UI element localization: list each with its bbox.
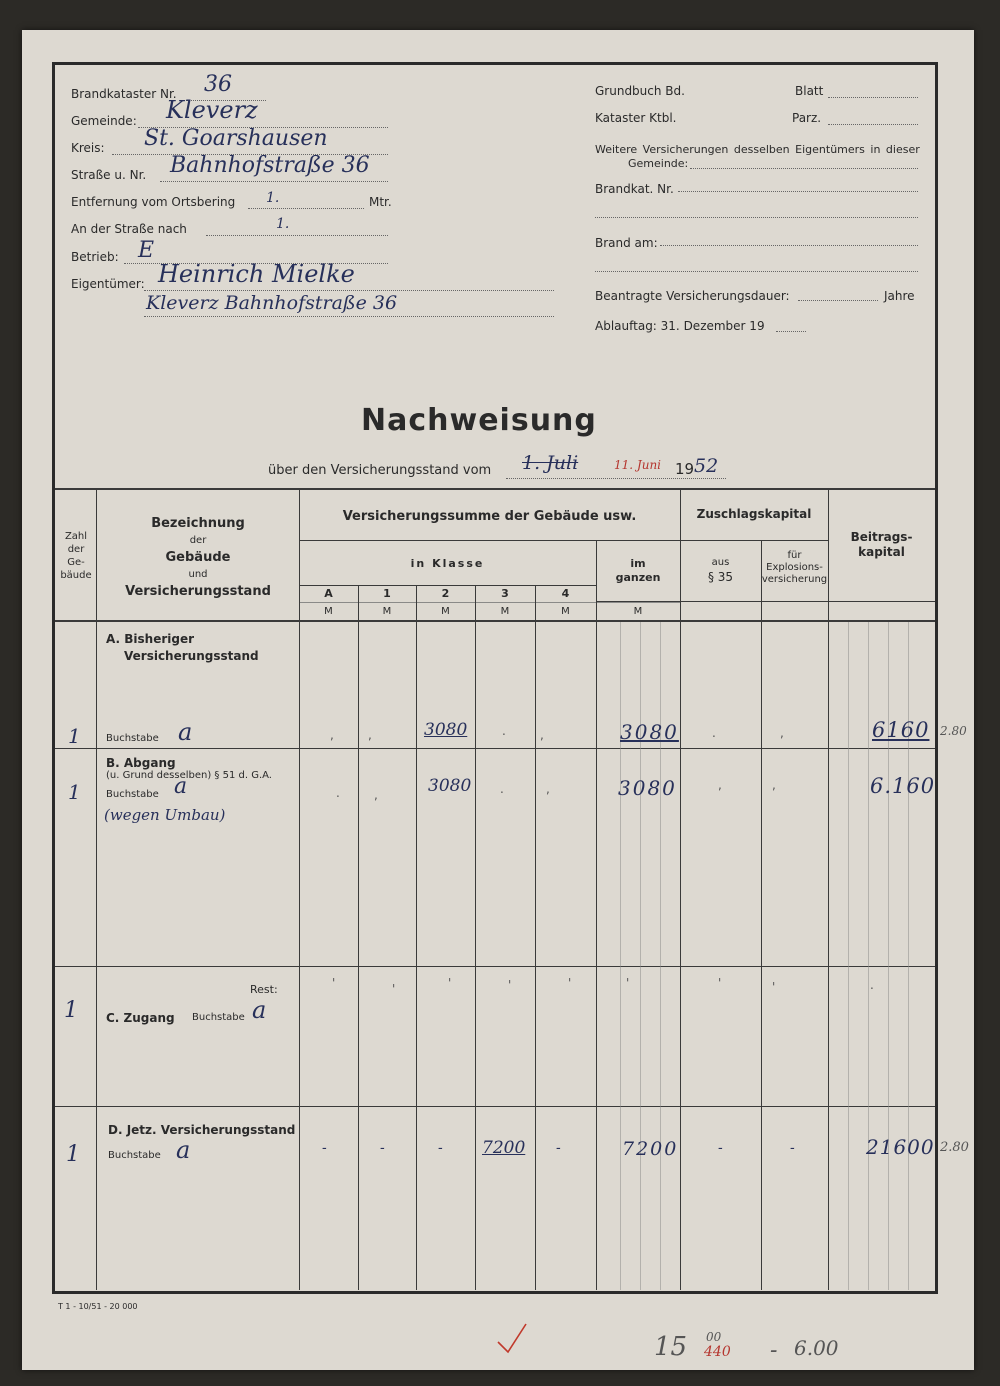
section-a-buchstabe: Buchstabe bbox=[106, 733, 159, 744]
bezeichnung-header: Bezeichnung der Gebäude und Versicherungsstand bbox=[125, 516, 271, 599]
section-c-title: C. Zugang bbox=[106, 1011, 175, 1025]
im-ganzen-header: im ganzen bbox=[615, 557, 661, 584]
section-b-buchstabe-value: a bbox=[174, 774, 188, 799]
section-d-klasse-3: 7200 bbox=[482, 1138, 526, 1158]
entfernung-value: 1. bbox=[266, 190, 280, 206]
eigentuemer-label: Eigentümer: bbox=[71, 277, 145, 291]
eigentuemer-address: Kleverz Bahnhofstraße 36 bbox=[146, 292, 398, 314]
strasse-nach-label: An der Straße nach bbox=[71, 222, 187, 236]
m-unit: M bbox=[633, 606, 643, 617]
section-a-margin-note: 2.80 bbox=[940, 724, 967, 738]
weitere-line-1: Weitere Versicherungen desselben Eigentümers in dieser bbox=[595, 143, 920, 156]
gemeinde-value: Kleverz bbox=[166, 96, 258, 124]
section-b-title: B. Abgang bbox=[106, 756, 176, 770]
footer-note-dash: - bbox=[770, 1338, 778, 1363]
section-a-klasse-2: 3080 bbox=[424, 720, 468, 740]
section-b-zahl: 1 bbox=[68, 780, 81, 804]
section-d-zahl: 1 bbox=[66, 1142, 80, 1167]
kreis-label: Kreis: bbox=[71, 141, 105, 155]
section-b-note: (wegen Umbau) bbox=[104, 806, 226, 824]
section-d-buchstabe-value: a bbox=[176, 1136, 191, 1164]
explosion-header: für Explosions- versicherung bbox=[761, 550, 828, 585]
kreis-value: St. Goarshausen bbox=[144, 126, 328, 151]
gemeinde-label: Gemeinde: bbox=[71, 114, 137, 128]
brand-am-label: Brand am: bbox=[595, 236, 658, 250]
section-d-title: D. Jetz. Versicherungsstand bbox=[108, 1123, 296, 1137]
subtitle: über den Versicherungsstand vom bbox=[268, 463, 492, 478]
strasse-label: Straße u. Nr. bbox=[71, 168, 147, 182]
dash-klasse-4: - bbox=[556, 1140, 561, 1156]
m-unit: M bbox=[561, 606, 570, 617]
m-unit: M bbox=[324, 606, 333, 617]
section-c-zahl: 1 bbox=[64, 998, 78, 1023]
m-unit: M bbox=[441, 606, 450, 617]
klasse-3: 3 bbox=[501, 587, 509, 600]
dash-klasse-1: - bbox=[380, 1140, 385, 1156]
versicherungsdauer-unit: Jahre bbox=[884, 289, 915, 303]
strasse-value: Bahnhofstraße 36 bbox=[170, 153, 370, 178]
brandkataster-value: 36 bbox=[204, 72, 232, 97]
m-unit: M bbox=[500, 606, 510, 617]
footer-note-main: 15 bbox=[654, 1332, 688, 1362]
dash-klasse-2: - bbox=[438, 1140, 443, 1156]
section-a-buchstabe-value: a bbox=[178, 718, 193, 746]
entfernung-label: Entfernung vom Ortsbering bbox=[71, 195, 236, 209]
eigentuemer-name: Heinrich Mielke bbox=[158, 260, 355, 288]
klasse-a: A bbox=[324, 587, 333, 600]
section-d-ganzen: 7200 bbox=[622, 1138, 679, 1160]
footer-note-red: 440 bbox=[704, 1344, 731, 1360]
weitere-line-2: Gemeinde: bbox=[628, 157, 689, 170]
dash-klasse-a: - bbox=[322, 1140, 327, 1156]
klasse-4: 4 bbox=[561, 587, 570, 600]
aus-35-header: aus § 35 bbox=[707, 557, 734, 584]
section-b-ganzen: 3080 bbox=[618, 776, 677, 800]
parz-label: Parz. bbox=[792, 111, 822, 125]
section-c-buchstabe-value: a bbox=[252, 996, 267, 1024]
section-b-klasse-2: 3080 bbox=[428, 776, 472, 796]
section-a-subtitle: Versicherungsstand bbox=[124, 649, 259, 663]
year-hand: 52 bbox=[694, 455, 719, 477]
rest-label: Rest: bbox=[250, 983, 278, 996]
date-struck: 1. Juli bbox=[522, 452, 579, 474]
footer-note-superscript: 00 bbox=[706, 1330, 722, 1344]
brandkataster-label: Brandkataster Nr. bbox=[71, 87, 177, 101]
in-klasse-header: in Klasse bbox=[410, 557, 485, 570]
dash-aus-35: - bbox=[718, 1140, 723, 1156]
zuschlagskapital-header: Zuschlagskapital bbox=[696, 507, 812, 521]
zahl-header: Zahl der Ge- bäude bbox=[60, 531, 92, 581]
check-mark-icon bbox=[494, 1318, 530, 1358]
versicherungssumme-header: Versicherungssumme der Gebäude usw. bbox=[342, 509, 637, 524]
betrieb-label: Betrieb: bbox=[71, 250, 119, 264]
kataster-label: Kataster Ktbl. bbox=[595, 111, 677, 125]
klasse-2: 2 bbox=[441, 587, 450, 600]
dash-explosion: - bbox=[790, 1140, 795, 1156]
footer-note-right: 6.00 bbox=[794, 1336, 839, 1360]
beitragskapital-header: Beitrags- kapital bbox=[850, 530, 913, 559]
form-frame bbox=[52, 62, 938, 1294]
print-code: T 1 - 10/51 - 20 000 bbox=[58, 1302, 138, 1311]
section-b-beitrag: 6.160 bbox=[870, 774, 936, 798]
strasse-nach-value: 1. bbox=[276, 216, 290, 232]
section-a-ganzen: 3080 bbox=[620, 720, 679, 744]
betrieb-value: E bbox=[138, 238, 155, 263]
section-d-margin-note: 2.80 bbox=[940, 1140, 969, 1155]
year-print: 19 bbox=[675, 460, 695, 478]
date-new: 11. Juni bbox=[614, 458, 662, 472]
document-title: Nachweisung bbox=[361, 403, 597, 438]
section-a-beitrag: 6160 bbox=[872, 718, 930, 742]
klasse-1: 1 bbox=[383, 587, 391, 600]
ablauftag-label: Ablauftag: 31. Dezember 19 bbox=[595, 319, 765, 333]
section-a-title: A. Bisheriger bbox=[106, 632, 195, 646]
brandkat-label: Brandkat. Nr. bbox=[595, 182, 674, 196]
blatt-label: Blatt bbox=[795, 84, 824, 98]
entfernung-unit: Mtr. bbox=[369, 195, 392, 209]
section-b-subtitle: (u. Grund desselben) § 51 d. G.A. bbox=[106, 770, 272, 781]
m-unit: M bbox=[382, 606, 392, 617]
section-d-beitrag: 21600 bbox=[866, 1135, 935, 1159]
section-d-buchstabe: Buchstabe bbox=[108, 1150, 161, 1161]
grundbuch-label: Grundbuch Bd. bbox=[595, 84, 685, 98]
versicherungsdauer-label: Beantragte Versicherungsdauer: bbox=[595, 289, 790, 303]
section-c-buchstabe: Buchstabe bbox=[192, 1012, 245, 1023]
section-b-buchstabe: Buchstabe bbox=[106, 789, 159, 800]
section-a-zahl: 1 bbox=[68, 724, 81, 748]
